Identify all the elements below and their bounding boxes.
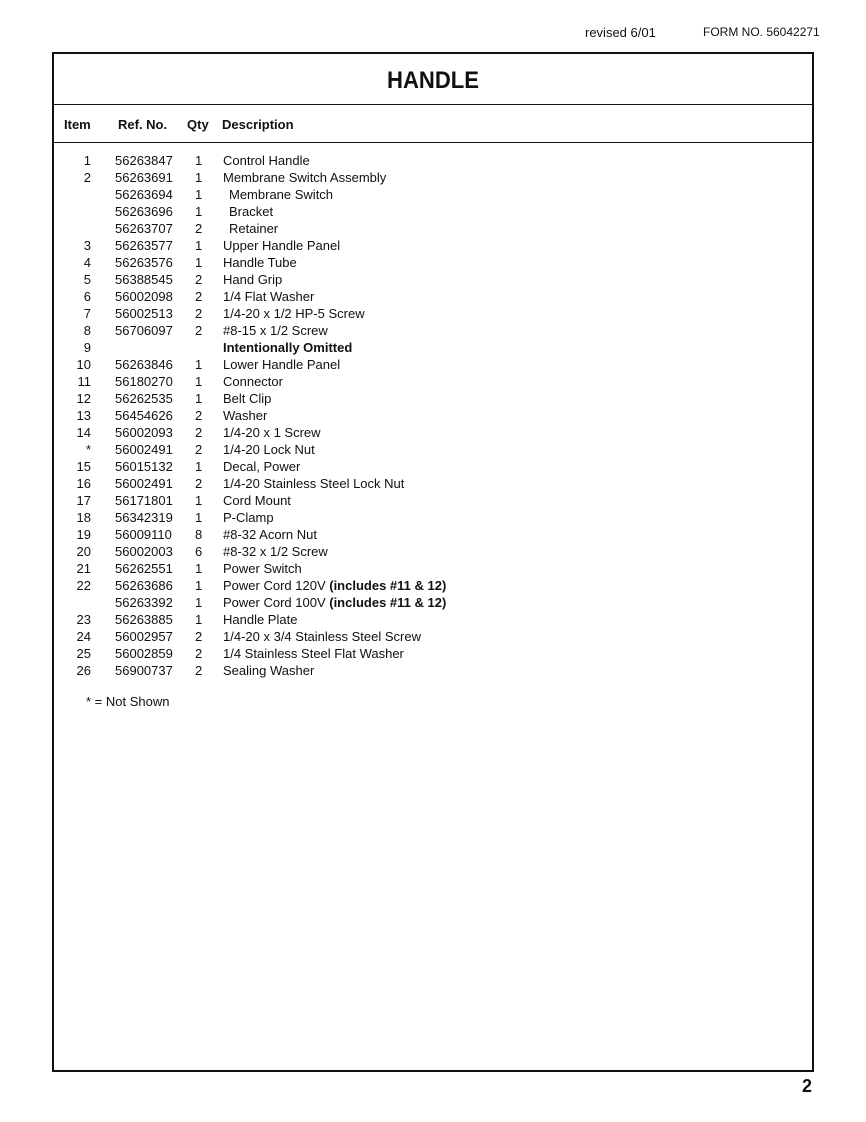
row-description-text: #8-32 Acorn Nut [223,527,317,542]
row-ref-number: 56002491 [115,442,173,457]
table-row [54,577,812,594]
row-description-text: Bracket [229,204,274,219]
table-row [54,458,812,475]
row-ref-number: 56015132 [115,459,173,474]
row-description [223,645,404,662]
table-row [54,152,812,169]
row-description-text: Handle Plate [223,612,298,627]
row-ref-number: 56388545 [115,272,173,287]
row-ref-number: 56002491 [115,476,173,491]
row-description [223,543,328,560]
row-item-number: 16 [76,476,91,491]
row-description-text: Membrane Switch Assembly [223,170,387,185]
row-quantity: 2 [195,663,203,678]
row-quantity: 1 [195,595,203,610]
row-quantity: 1 [195,204,203,219]
row-description [223,509,274,526]
row-description-text: Handle Tube [223,255,297,270]
row-item-number: 10 [76,357,91,372]
table-row [54,390,812,407]
table-row [54,492,812,509]
row-description [223,152,310,169]
row-description-text: Membrane Switch [229,187,334,202]
row-description [223,390,271,407]
row-ref-number: 56263707 [115,221,173,236]
row-description-text: 1/4-20 Stainless Steel Lock Nut [223,476,405,491]
row-ref-number: 56002957 [115,629,173,644]
row-description-text: Control Handle [223,153,310,168]
row-description [223,458,300,475]
row-quantity: 2 [195,323,203,338]
row-quantity: 6 [195,544,203,559]
row-item-number: 18 [76,510,91,525]
row-quantity: 2 [195,272,203,287]
row-description [223,441,315,458]
row-ref-number: 56263846 [115,357,173,372]
table-row [54,339,812,356]
row-quantity: 2 [195,442,203,457]
row-description-text: 1/4-20 x 1/2 HP-5 Screw [223,306,365,321]
row-ref-number: 56002513 [115,306,173,321]
row-description [223,560,302,577]
row-ref-number: 56180270 [115,374,173,389]
table-row [54,322,812,339]
row-quantity: 2 [195,476,203,491]
row-item-number: 26 [76,663,91,678]
row-quantity: 2 [195,408,203,423]
parts-table [54,152,812,679]
row-item-number: * [85,442,91,457]
row-item-number: 11 [77,374,91,389]
table-row [54,543,812,560]
row-description-text: Retainer [229,221,279,236]
row-item-number: 3 [83,238,91,253]
row-quantity: 1 [195,561,203,576]
row-ref-number: 56454626 [115,408,173,423]
table-row [54,169,812,186]
table-row [54,186,812,203]
row-ref-number: 56263847 [115,153,173,168]
row-quantity: 1 [195,493,203,508]
row-description [229,220,278,237]
row-quantity: 1 [195,153,203,168]
row-ref-number: 56342319 [115,510,173,525]
revised-date: revised 6/01 [585,25,656,40]
row-description [223,628,421,645]
row-item-number: 25 [76,646,91,661]
row-ref-number: 56009110 [115,527,172,542]
row-description-text: Cord Mount [223,493,291,508]
row-quantity: 2 [195,425,203,440]
row-description-text: 1/4-20 Lock Nut [223,442,315,457]
row-ref-number: 56263576 [115,255,173,270]
table-row [54,203,812,220]
row-description [223,322,328,339]
row-quantity: 1 [195,459,203,474]
row-description-text: Upper Handle Panel [223,238,341,253]
table-row [54,288,812,305]
row-description-text: Decal, Power [223,459,301,474]
row-description-text: Intentionally Omitted [223,340,353,355]
row-description-text: #8-32 x 1/2 Screw [223,544,328,559]
row-description [223,305,365,322]
row-ref-number: 56002859 [115,646,173,661]
row-quantity: 1 [195,391,203,406]
row-description [223,237,340,254]
row-description-text: Power Cord 100V [223,595,326,610]
table-row [54,220,812,237]
row-quantity: 1 [195,374,203,389]
table-row [54,662,812,679]
table-row [54,373,812,390]
footnote: * = Not Shown [86,694,170,709]
row-description-text: Power Switch [223,561,302,576]
row-quantity: 1 [195,578,203,593]
row-description [223,611,297,628]
title-bar [54,54,812,105]
row-quantity: 1 [195,238,203,253]
row-description [229,203,273,220]
row-item-number: 20 [76,544,91,559]
row-description [223,169,386,186]
row-description [223,424,321,441]
row-ref-number: 56002098 [115,289,173,304]
table-row [54,560,812,577]
table-row [54,271,812,288]
row-quantity: 1 [195,170,203,185]
table-row [54,475,812,492]
row-item-number: 14 [76,425,91,440]
row-description [223,356,340,373]
row-ref-number: 56263696 [115,204,173,219]
row-ref-number: 56262535 [115,391,173,406]
row-quantity: 8 [195,527,203,542]
row-quantity: 1 [195,357,203,372]
table-row [54,526,812,543]
row-item-number: 1 [83,153,91,168]
row-description [223,254,297,271]
row-item-number: 24 [76,629,91,644]
row-description [223,271,282,288]
row-description-text: Connector [223,374,283,389]
row-description-text: 1/4-20 x 1 Screw [223,425,321,440]
row-item-number: 5 [83,272,91,287]
table-row [54,237,812,254]
table-row [54,254,812,271]
column-header-qty: Qty [187,117,209,132]
table-row [54,305,812,322]
row-description-text: Washer [223,408,268,423]
column-header-ref: Ref. No. [118,117,168,132]
row-description-text: 1/4 Flat Washer [223,289,315,304]
row-ref-number: 56900737 [115,663,173,678]
row-quantity: 2 [195,646,203,661]
row-quantity: 2 [195,629,203,644]
row-description [223,339,352,356]
row-ref-number: 56263686 [115,578,173,593]
row-item-number: 19 [76,527,91,542]
row-quantity: 1 [195,187,203,202]
table-row [54,628,812,645]
row-item-number: 23 [76,612,91,627]
row-quantity: 1 [195,255,203,270]
row-item-number: 13 [76,408,91,423]
row-description-text: Lower Handle Panel [223,357,341,372]
row-ref-number: 56706097 [115,323,173,338]
row-ref-number: 56263392 [115,595,173,610]
row-ref-number: 56263691 [115,170,173,185]
row-item-number: 12 [76,391,91,406]
row-item-number: 17 [76,493,91,508]
row-description-text: Sealing Washer [223,663,315,678]
row-description [229,186,333,203]
row-quantity: 2 [195,306,203,321]
row-item-number: 7 [83,306,91,321]
row-item-number: 9 [83,340,91,355]
row-description-text: Belt Clip [223,391,272,406]
column-header-description: Description [222,117,294,132]
row-item-number: 21 [76,561,91,576]
table-row [54,441,812,458]
row-description-text: 1/4-20 x 3/4 Stainless Steel Screw [223,629,421,644]
row-ref-number: 56262551 [115,561,173,576]
row-ref-number: 56263577 [115,238,173,253]
row-description [223,288,314,305]
table-row [54,611,812,628]
row-description [223,373,283,390]
row-description-text: 1/4 Stainless Steel Flat Washer [223,646,404,661]
row-description [223,526,317,543]
row-description [223,475,404,492]
column-headers [54,105,812,143]
row-description [223,407,267,424]
page-title: HANDLE [387,67,479,94]
row-description [223,492,291,509]
row-ref-number: 56263694 [115,187,173,202]
row-item-number: 2 [83,170,91,185]
form-number: FORM NO. 56042271 [703,25,820,39]
row-description [223,594,446,611]
column-header-item: Item [64,117,91,132]
row-description [223,577,446,594]
row-item-number: 8 [83,323,91,338]
row-description-text: #8-15 x 1/2 Screw [223,323,328,338]
table-row [54,407,812,424]
row-description-text: P-Clamp [223,510,274,525]
row-ref-number: 56171801 [115,493,173,508]
row-description-text: Hand Grip [223,272,283,287]
row-ref-number: 56263885 [115,612,173,627]
table-row [54,509,812,526]
row-quantity: 2 [195,289,203,304]
row-quantity: 1 [195,510,203,525]
table-row [54,424,812,441]
row-description-note: (includes #11 & 12) [325,595,447,610]
row-item-number: 4 [83,255,91,270]
row-item-number: 6 [83,289,91,304]
row-description-text: Power Cord 120V [223,578,326,593]
page-number: 2 [802,1076,813,1096]
row-description-note: (includes #11 & 12) [325,578,447,593]
row-ref-number: 56002003 [115,544,173,559]
row-item-number: 15 [76,459,91,474]
row-ref-number: 56002093 [115,425,173,440]
table-row [54,645,812,662]
table-row [54,594,812,611]
row-quantity: 2 [195,221,203,236]
row-quantity: 1 [195,612,203,627]
parts-list-frame [52,52,814,1072]
row-item-number: 22 [76,578,91,593]
table-row [54,356,812,373]
row-description [223,662,314,679]
